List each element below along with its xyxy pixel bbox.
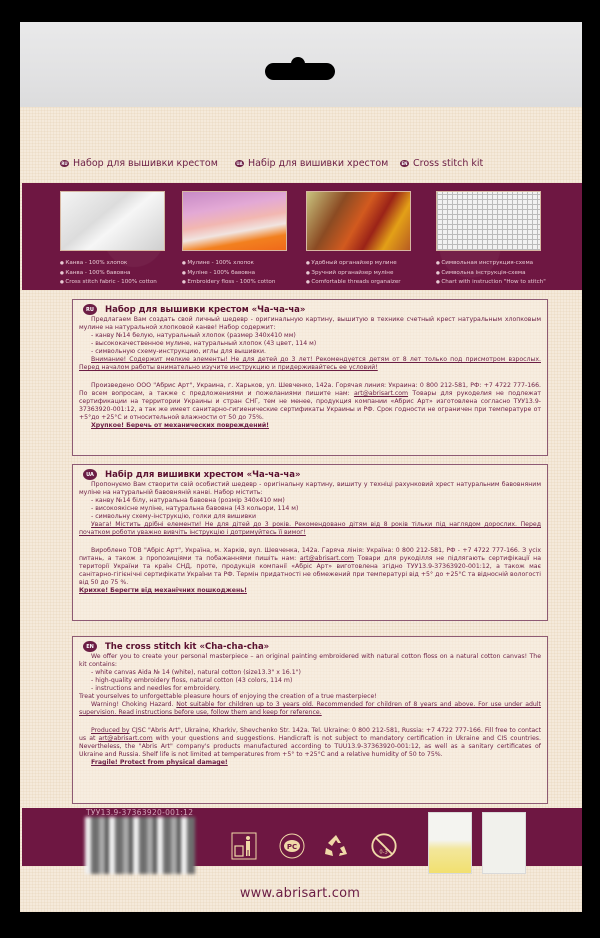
feature-floss: ● Мулине - 100% хлопок ● Муліне - 100% бавовна ● Embroidery floss - 100% cotton xyxy=(182,191,287,288)
fragile-text: Крихке! Берегти від механічних пошкоджень! xyxy=(79,587,247,594)
warning-text: Warning! Choking Hazard. Not suitable for children up to 3 years old. Recommended for children of 8 years and above. For use under adult supervision. Read instructions before use, follow them and keep for reference. xyxy=(79,701,541,716)
top-titles xyxy=(60,155,560,171)
warning-text: Внимание! Содержит мелкие элементы! Не для детей до 3 лет! Рекомендуется детям от 8 лет только под присмотром взрослых. Перед началом работы внимательно изучите инструкцию и придерживайтесь ее условий! xyxy=(79,356,541,371)
recycle-icon xyxy=(322,831,350,861)
organizer-photo xyxy=(306,191,411,251)
flag-ua-icon: UA xyxy=(236,160,243,166)
title-ua: UA Набір для вишивки хрестом xyxy=(236,157,389,169)
fragile-text: Fragile! Protect from physical damage! xyxy=(91,759,228,766)
section-ua: UA Набір для вишивки хрестом «Ча-ча-ча» Пропонуємо Вам створити свій особистий шедевр - оригінальну картину, вишиту у техніці рахунковий хрест натуральним бавовняним муліне на натуральній бавовняній канві. Набор містить: - канву №14 білу, натуральна бавовна (розмір 340х410 мм) - високоякісне муліне, натуральна бавовна (43 кольори, 114 м) - символьну схему-інструкцію, голки для вишивки Увага! Містить дрібні елементи! Не для дітей до 3 років. Рекомендовано дітям від 8 років тільки під наглядом дорослих. Перед початком роботи уважно вивчіть інструкцію і дотримуйтесь її вимог! Вироблено ТОВ "Абріс Арт", Україна, м. Харків, вул. Шевченка, 142а. Гаряча лінія: Україна: 0 800 212-581, РФ - +7 4722 777-166. З усіх питань, а також з пропозиціями та побажаннями пишіть нам: art@abrisart.com Товари для рукоділля не підлягають сертифікації на території України та країн СНД, проте, продукція компанії «Абріс Арт» виготовлена згідно ТУУ13.9-37363920-001:12, а також має санітарно-гігієнічні сертифікати України та РФ. Термін придатності не обмежений при температурі від +5° до +25°C та відносній вологості від 50 до 75 %. Крихке! Берегти від механічних пошкоджень! xyxy=(72,464,548,621)
no-children-0-3-icon xyxy=(370,831,398,861)
svg-text:PC: PC xyxy=(286,843,298,851)
flag-ru-icon: RU xyxy=(83,304,97,315)
certificate-ua-image xyxy=(428,812,472,874)
warning-text: Увага! Містить дрібні елементи! Не для дітей до 3 років. Рекомендовано дітям від 8 років тільки під наглядом дорослих. Перед початком роботи уважно вивчіть інструкцію і дотримуйтесь її вимог! xyxy=(79,521,541,536)
email-link[interactable]: art@abrisart.com xyxy=(299,555,354,562)
pct-certification-icon xyxy=(278,831,306,861)
floss-photo xyxy=(182,191,287,251)
canvas-photo xyxy=(60,191,165,251)
producer-text: Вироблено ТОВ "Абріс Арт", Україна, м. Харків, вул. Шевченка, 142а. Гаряча лінія: Україна: 0 800 212-581, РФ - +7 4722 777-166. З усіх питань, а також з пропозиціями та побажаннями пишіть нам: art@abrisart.com Товари для рукоділля не підлягають сертифікації на території України та країн СНД, проте, продукція компанії «Абріс Арт» виготовлена згідно ТУУ13.9-37363920-001:12, а також має санітарно-гігієнічні сертифікати України та РФ. Термін придатності не обмежений при температурі від +5° до +25°C та відносній вологості від 50 до 75 %. xyxy=(79,547,542,586)
website-url: www.abrisart.com xyxy=(239,886,361,901)
flag-en-icon: EN xyxy=(401,160,408,166)
feature-chart: ● Символьная инструкция-схема ● Символьна інструкція-схема ● Chart with instruction "How to stitch" xyxy=(436,191,548,288)
certificate-ru-image xyxy=(482,812,526,874)
section-en-title: EN The cross stitch kit «Cha-cha-cha» xyxy=(79,641,541,652)
feature-band xyxy=(22,183,582,290)
section-ua-title: UA Набір для вишивки хрестом «Ча-ча-ча» xyxy=(79,469,541,480)
litter-bin-icon xyxy=(230,831,258,861)
barcode xyxy=(85,817,195,874)
flag-en-icon: EN xyxy=(83,641,97,652)
section-en: EN The cross stitch kit «Cha-cha-cha» We offer you to create your personal masterpiece – an original painting embroidered with natural cotton floss on a natural cotton canvas! The kit contains: - white canvas Aida № 14 (white), natural cotton (size13.3" x 16.1") - high-quality embroidery floss, natural cotton (43 colors, 114 m) - instructions and needles for embroidery. Treat yourselves to unforgettable pleasure hours of enjoying the creation of a true masterpiece! Warning! Choking Hazard. Not suitable for children up to 3 years old. Recommended for children of 8 years and above. For use under adult supervision. Read instructions before use, follow them and keep for reference. Produced by CJSC "Abris Art", Ukraine, Kharkiv, Shevchenko Str. 142a. Tel. Ukraine: 0 800 212-581, Russia: +7 4722 777-166. Fill free to contact us at art@abrisart.com with your questions and suggestions. Handicraft is not subject to mandatory certification in Ukraine and CIS countries. Nevertheless, the "Abris Art" company's products manufactured according to TUU13.9-37363920-001:12, as well as a sanitary certificates of Ukraine and Russia. Shelf life is not limited at temperatures from +5° to +25°C and a relative humidity of 50 to 75%. Fragile! Protect from physical damage! xyxy=(72,636,548,804)
flag-ru-icon: RU xyxy=(61,160,68,166)
email-link[interactable]: art@abrisart.com xyxy=(98,735,153,742)
title-ru: RU Набор для вышивки крестом xyxy=(61,157,218,169)
feature-canvas: ● Канва - 100% хлопок ● Канва - 100% бавовна ● Cross stitch fabric - 100% cotton xyxy=(60,191,165,288)
section-ru: RU Набор для вышивки крестом «Ча-ча-ча» Предлагаем Вам создать свой личный шедевр - оригинальную картину, вышитую в технике счетный крест натуральным хлопковым мулине на натуральной хлопковой канве! Набор содержит: - канву №14 белую, натуральный хлопок (размер 340х410 мм) - высококачественное мулине, натуральный хлопок (43 цвет, 114 м) - символьную схему-инструкцию, иглы для вышивки. Внимание! Содержит мелкие элементы! Не для детей до 3 лет! Рекомендуется детям от 8 лет только под присмотром взрослых. Перед началом работы внимательно изучите инструкцию и придерживайтесь ее условий! Произведено ООО "Абрис Арт", Украина, г. Харьков, ул. Шевченко, 142а. Горячая линия: Украина: 0 800 212-581, РФ: +7 4722 777-166. По всем вопросам, а также с предложениями и пожеланиями пишите нам: art@abrisart.com Товары для рукоделия не подлежат сертификации на территории Украины и стран СНГ, тем не менее, продукция компании «Абрис Арт» изготовлена согласно ТУУ13.9-37363920-001:12, а так же имеет санитарно-гигиенические сертификаты Украины и РФ. Срок годности не ограничен при температуре от +5°до +25°C и относительной влажности от 50 до 75%. Хрупкое! Беречь от механических повреждений! xyxy=(72,299,548,456)
producer-text: Произведено ООО "Абрис Арт", Украина, г. Харьков, ул. Шевченко, 142а. Горячая линия: Украина: 0 800 212-581, РФ: +7 4722 777-166. По всем вопросам, а также с предложениями и пожеланиями пишите нам: art@abrisart.com Товары для рукоделия не подлежат сертификации на территории Украины и стран СНГ, тем не менее, продукция компании «Абрис Арт» изготовлена согласно ТУУ13.9-37363920-001:12, а так же имеет санитарно-гигиенические сертификаты Украины и РФ. Срок годности не ограничен при температуре от +5°до +25°C и относительной влажности от 50 до 75%. xyxy=(79,382,541,421)
svg-text:0-3: 0-3 xyxy=(379,849,388,856)
email-link[interactable]: art@abrisart.com xyxy=(353,390,409,397)
standard-code: ТУУ13.9-37363920-001:12 xyxy=(86,808,194,817)
chart-photo xyxy=(436,191,541,251)
fragile-text: Хрупкое! Беречь от механических повреждений! xyxy=(91,422,269,429)
section-ru-title: RU Набор для вышивки крестом «Ча-ча-ча» xyxy=(79,304,541,315)
flag-ua-icon: UA xyxy=(83,469,97,480)
producer-text: Produced by CJSC "Abris Art", Ukraine, Kharkiv, Shevchenko Str. 142a. Tel. Ukraine: 0 800 212-581, Russia: +7 4722 777-166. Fill free to contact us at art@abrisart.com with your questions and suggestions. Handicraft is not subject to mandatory certification in Ukraine and CIS countries. Nevertheless, the "Abris Art" company's products manufactured according to TUU13.9-37363920-001:12, as well as a sanitary certificates of Ukraine and Russia. Shelf life is not limited at temperatures from +5° to +25°C and a relative humidity of 50 to 75%. xyxy=(79,727,542,758)
feature-organizer: ● Удобный органайзер мулине ● Зручний органайзер муліне ● Comfortable threads organaizer xyxy=(306,191,411,288)
hang-hole xyxy=(265,63,335,80)
title-en: EN Cross stitch kit xyxy=(401,157,484,169)
